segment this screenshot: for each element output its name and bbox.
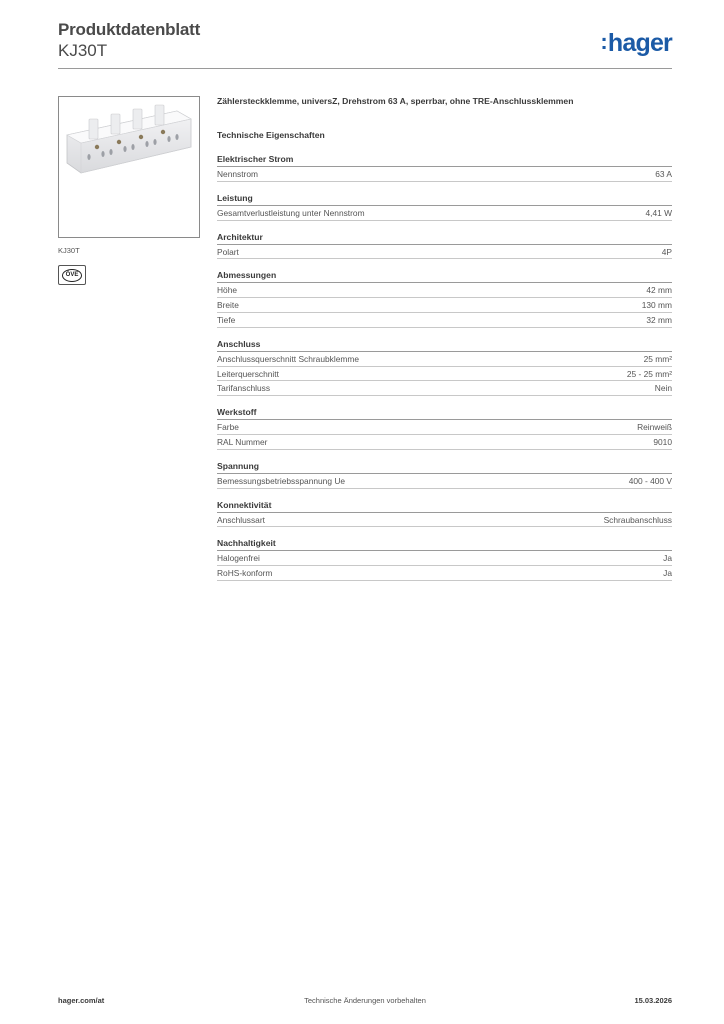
- spec-label: Höhe: [217, 285, 238, 296]
- spec-value: Ja: [663, 568, 672, 579]
- spec-row: [217, 566, 672, 581]
- spec-row: [217, 167, 672, 182]
- spec-group-title: Konnektivität: [217, 500, 672, 513]
- product-code: KJ30T: [58, 41, 108, 60]
- spec-group: [217, 232, 672, 260]
- spec-value: 42 mm: [646, 285, 672, 296]
- footer-website: hager.com/at: [58, 996, 105, 1005]
- spec-label: Polart: [217, 246, 239, 257]
- spec-row: [217, 283, 672, 298]
- footer-date: 15.03.2026: [634, 996, 672, 1005]
- footer-notice: Technische Änderungen vorbehalten: [304, 996, 426, 1005]
- spec-value: 4,41 W: [645, 207, 672, 218]
- spec-value: 9010: [653, 436, 672, 447]
- spec-label: Gesamtverlustleistung unter Nennstrom: [217, 207, 365, 218]
- ove-mark: ÖVE: [62, 269, 82, 282]
- spec-label: Halogenfrei: [217, 553, 260, 564]
- spec-label: Bemessungsbetriebsspannung Ue: [217, 475, 346, 486]
- spec-group-title: Spannung: [217, 461, 672, 474]
- product-description: Zählersteckklemme, universZ, Drehstrom 63 A, sperrbar, ohne TRE-Anschlussklemmen: [217, 96, 574, 106]
- header-divider: [58, 68, 672, 69]
- page-header: [58, 20, 672, 70]
- spec-group: [217, 193, 672, 221]
- logo-text: hager: [607, 29, 672, 57]
- spec-value: 63 A: [655, 169, 672, 179]
- spec-label: Breite: [217, 300, 239, 311]
- spec-group: [217, 461, 672, 489]
- spec-group-title: Elektrischer Strom: [217, 154, 672, 167]
- spec-value: Reinweiß: [637, 422, 672, 433]
- spec-row: [217, 420, 672, 435]
- spec-group: [217, 154, 672, 182]
- spec-label: Leiterquerschnitt: [217, 368, 279, 379]
- spec-label: Farbe: [217, 422, 239, 433]
- spec-group: [217, 339, 672, 396]
- spec-value: Schraubanschluss: [603, 514, 672, 525]
- hager-logo: :hager: [600, 29, 672, 57]
- spec-row: [217, 513, 672, 528]
- spec-row: [217, 381, 672, 396]
- spec-label: Tarifanschluss: [217, 383, 271, 394]
- spec-row: [217, 352, 672, 367]
- spec-row: [217, 313, 672, 328]
- spec-label: RAL Nummer: [217, 436, 268, 447]
- spec-label: Tiefe: [217, 314, 236, 325]
- spec-value: 32 mm: [646, 314, 672, 325]
- spec-group: [217, 538, 672, 581]
- spec-row: [217, 245, 672, 260]
- spec-value: 25 mm²: [643, 353, 672, 364]
- section-title: Technische Eigenschaften: [217, 130, 325, 140]
- specification-column: [217, 96, 672, 592]
- spec-label: Anschlussquerschnitt Schraubklemme: [217, 353, 359, 364]
- left-column: [58, 96, 200, 285]
- spec-group: [217, 500, 672, 528]
- terminal-block-illustration: [59, 97, 200, 238]
- spec-value: 400 - 400 V: [628, 475, 672, 486]
- spec-groups: [217, 154, 672, 581]
- spec-value: Nein: [654, 383, 672, 394]
- spec-group-title: Leistung: [217, 193, 672, 206]
- spec-label: Nennstrom: [217, 169, 258, 179]
- spec-value: 4P: [661, 246, 672, 257]
- spec-value: Ja: [663, 553, 672, 564]
- spec-group: [217, 407, 672, 450]
- product-image: [58, 96, 200, 238]
- spec-row: [217, 551, 672, 566]
- spec-group-title: Abmessungen: [217, 270, 672, 283]
- spec-group-title: Architektur: [217, 232, 672, 245]
- spec-group: [217, 270, 672, 327]
- document-title: Produktdatenblatt: [58, 20, 201, 39]
- spec-row: [217, 206, 672, 221]
- spec-group-title: Anschluss: [217, 339, 672, 352]
- ove-certification-badge: [58, 265, 86, 285]
- spec-label: RoHS-konform: [217, 568, 273, 579]
- spec-row: [217, 435, 672, 450]
- spec-value: 25 - 25 mm²: [626, 368, 672, 379]
- spec-group-title: Werkstoff: [217, 407, 672, 420]
- spec-value: 130 mm: [641, 300, 672, 311]
- spec-label: Anschlussart: [217, 514, 265, 525]
- spec-row: [217, 474, 672, 489]
- image-caption: KJ30T: [58, 246, 80, 255]
- spec-group-title: Nachhaltigkeit: [217, 538, 672, 551]
- spec-row: [217, 367, 672, 382]
- spec-row: [217, 298, 672, 313]
